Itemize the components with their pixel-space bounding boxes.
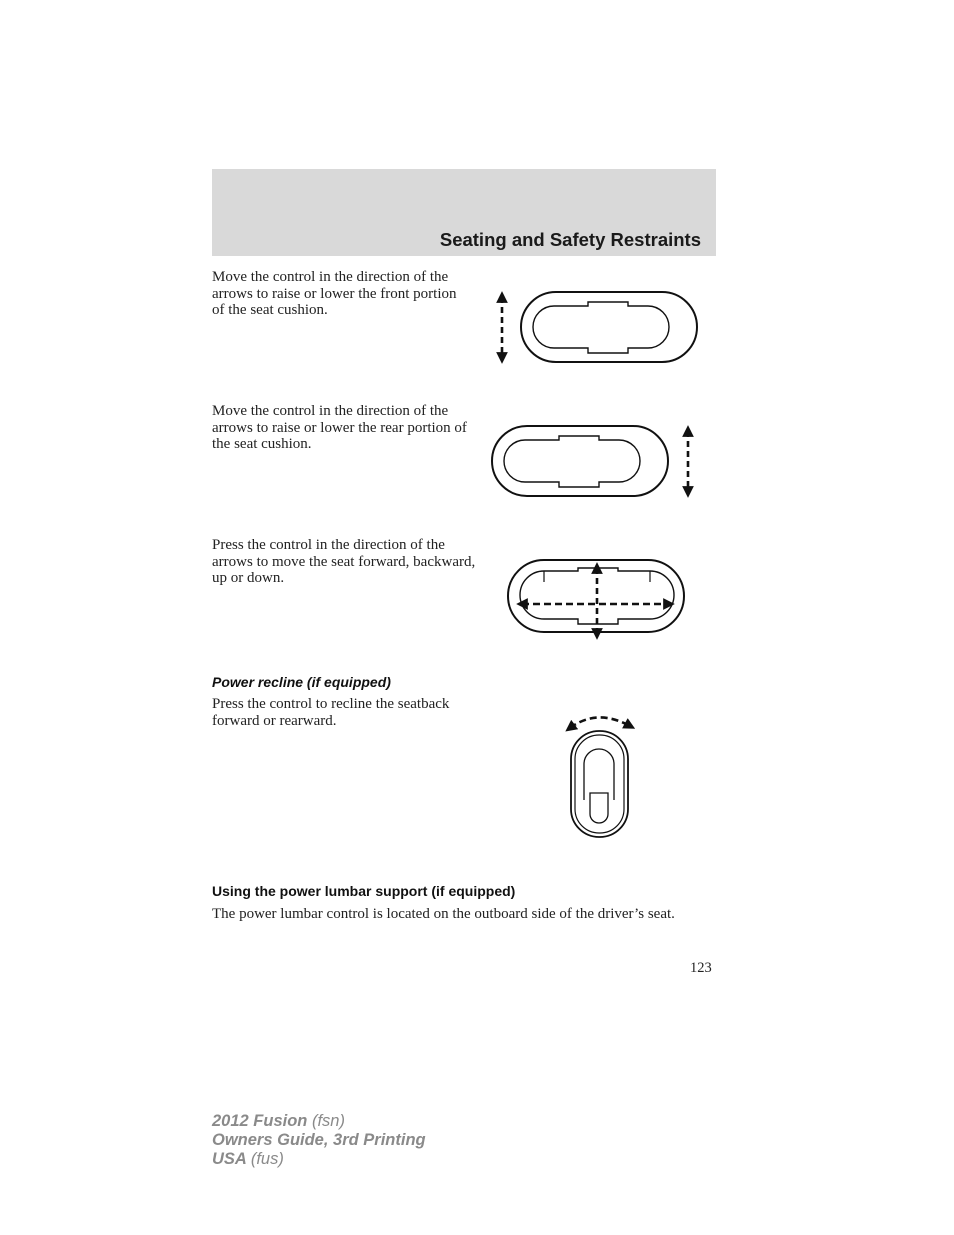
section-title: Seating and Safety Restraints	[439, 229, 701, 250]
front-cushion-control-illustration	[490, 290, 700, 366]
front-cushion-instruction: Move the control in the direction of the arrows to raise or lower the front portion of the seat cushion.	[212, 269, 457, 319]
footer-region-code: (fus)	[250, 1150, 284, 1168]
document-footer	[212, 1112, 426, 1169]
footer-model-code: (fsn)	[311, 1112, 345, 1130]
section-header-band	[212, 169, 716, 256]
power-recline-heading: Power recline (if equipped)	[212, 674, 391, 690]
footer-model: 2012 Fusion	[212, 1112, 308, 1130]
page-number: 123	[690, 960, 712, 976]
seat-move-instruction: Press the control in the direction of the arrows to move the seat forward, backward, up or down.	[212, 537, 476, 587]
power-lumbar-text: The power lumbar control is located on the outboard side of the driver’s seat.	[212, 906, 675, 922]
power-recline-instruction: Press the control to recline the seatback forward or rearward.	[212, 696, 450, 729]
power-lumbar-heading: Using the power lumbar support (if equipped)	[212, 883, 516, 899]
recline-control-illustration	[560, 710, 640, 840]
rear-cushion-instruction: Move the control in the direction of the arrows to raise or lower the rear portion of the seat cushion.	[212, 403, 467, 453]
footer-guide: Owners Guide, 3rd Printing	[212, 1131, 426, 1149]
rear-cushion-control-illustration	[490, 424, 700, 500]
footer-region: USA	[212, 1150, 247, 1168]
seat-adjust-control-illustration	[506, 558, 688, 638]
